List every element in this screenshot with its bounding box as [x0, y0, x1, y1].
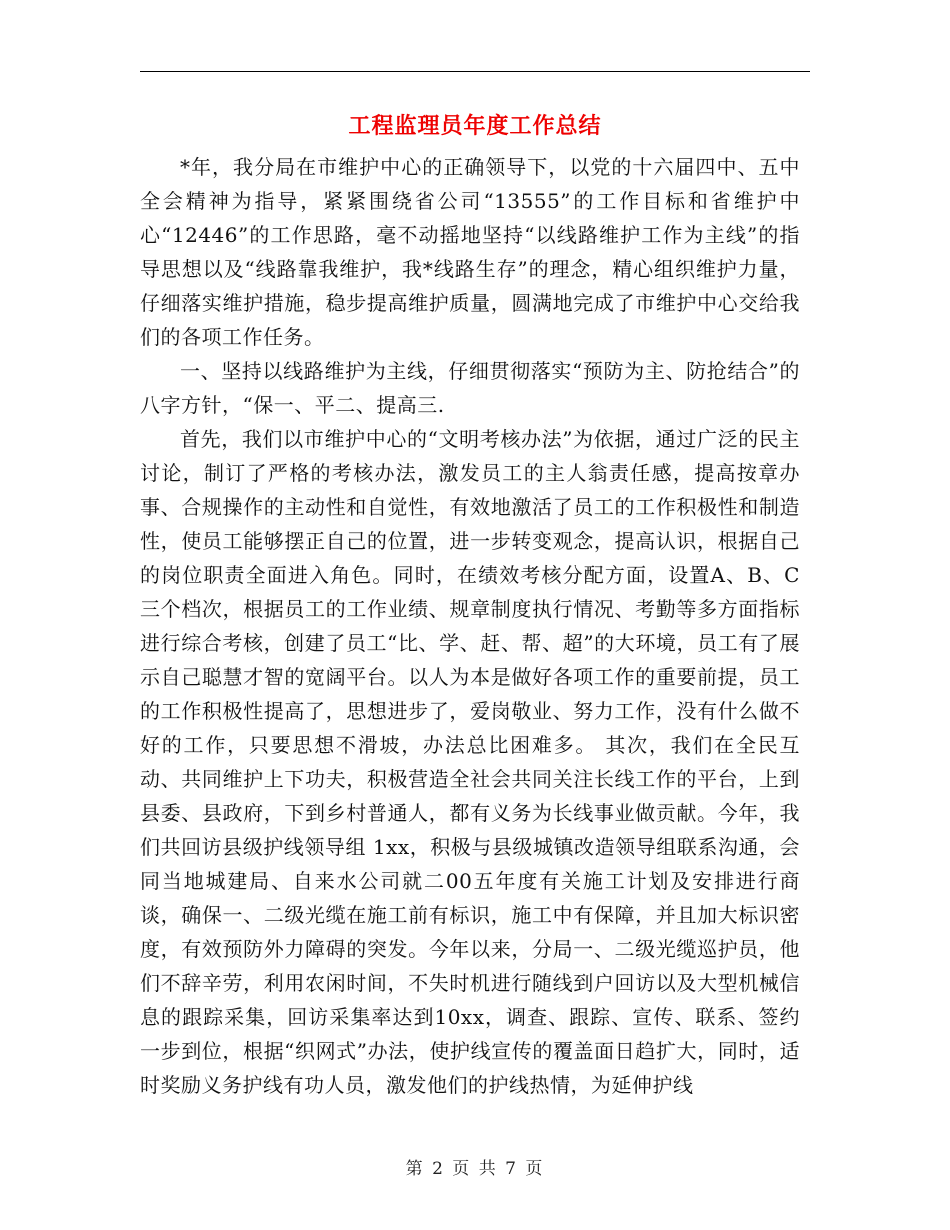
paragraph-intro: *年，我分局在市维护中心的正确领导下，以党的十六届四中、五中全会精神为指导，紧紧围绕省公司“13555”的工作目标和省维护中心“12446”的工作思路，毫不动摇地坚持“以线路维护工作为主线”的指导思想以及“线路靠我维护，我*线路生存”的理念，精心组织维护力量，仔细落实维护措施，稳步提高维护质量，圆满地完成了市维护中心交给我们的各项工作任务。 — [140, 155, 800, 349]
page-number-footer: 第 2 页 共 7 页 — [405, 1159, 545, 1179]
paragraph-section-one: 一、坚持以线路维护为主线，仔细贯彻落实“预防为主、防抢结合”的八字方针，“保一、平二、提高三. — [140, 359, 800, 417]
paragraph-details: 首先，我们以市维护中心的“文明考核办法”为依据，通过广泛的民主讨论，制订了严格的考核办法，激发员工的主人翁责任感，提高按章办事、合规操作的主动性和自觉性，有效地激活了员工的工作积极性和制造性，使员工能够摆正自己的位置，进一步转变观念，提高认识，根据自己的岗位职责全面进入角色。同时，在绩效考核分配方面，设置A、B、C三个档次，根据员工的工作业绩、规章制度执行情况、考勤等多方面指标进行综合考核，创建了员工“比、学、赶、帮、超”的大环境，员工有了展示自己聪慧才智的宽阔平台。以人为本是做好各项工作的重要前提，员工的工作积极性提高了，思想进步了，爱岗敬业、努力工作，没有什么做不好的工作，只要思想不滑坡，办法总比困难多。 其次，我们在全民互动、共同维护上下功夫，积极营造全社会共同关注长线工作的平台，上到县委、县政府，下到乡村普通人，都有义务为长线事业做贡献。今年，我们共回访县级护线领导组 1xx，积极与县级城镇改造领导组联系沟通，会同当地城建局、自来水公司就二00五年度有关施工计划及安排进行商谈，确保一、二级光缆在施工前有标识，施工中有保障，并且加大标识密度，有效预防外力障碍的突发。今年以来，分局一、二级光缆巡护员，他们不辞辛劳，利用农闲时间，不失时机进行随线到户回访以及大型机械信息的跟踪采集，回访采集率达到10xx，调查、跟踪、宣传、联系、签约一步到位，根据“织网式”办法，使护线宣传的覆盖面日趋扩大，同时，适时奖励义务护线有功人员，激发他们的护线热情，为延伸护线 — [140, 427, 800, 1097]
document-body — [140, 150, 800, 1102]
header-rule — [140, 71, 810, 72]
document-title: 工程监理员年度工作总结 — [348, 113, 602, 139]
